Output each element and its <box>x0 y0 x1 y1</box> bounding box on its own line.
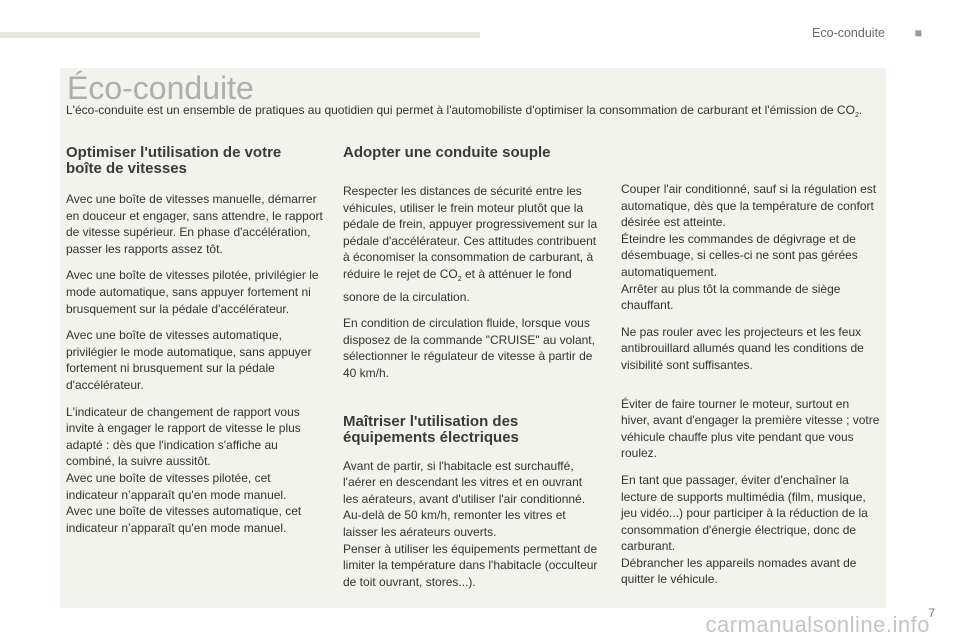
heading-electrical-line2: équipements électriques <box>343 428 519 446</box>
heading-electrical <box>343 414 599 446</box>
heading-gearbox <box>66 145 324 177</box>
paragraph-cruise: En condition de circulation fluide, lorsque vous disposez de la commande "CRUISE" au volant, sélectionner le régulateur de vitesse à partir de 40 km/h. <box>343 316 595 380</box>
paragraph-ventilation: Avant de partir, si l'habitacle est surchauffé, l'aérer en descendant les vitres et en ouvrant les aérateurs, avant d'utiliser l'air conditionné. <box>343 458 586 506</box>
paragraph-passenger: En tant que passager, éviter d'enchaîner la lecture de supports multimédia (film, musique, jeu vidéo...) pour participer à la réduction de la consommation d'énergie électrique, donc de carburant. <box>621 472 868 554</box>
paragraph-windows: Au-delà de 50 km/h, remonter les vitres et laisser les aérateurs ouverts. <box>343 508 566 539</box>
distances-text-end: et à atténuer le fond sonore de la circulation. <box>343 266 572 304</box>
column-electrical <box>621 181 881 588</box>
paragraph-lights: Ne pas rouler avec les projecteurs et les feux antibrouillard allumés quand les conditions de visibilité sont suffisantes. <box>621 324 864 372</box>
heading-gearbox-line2: boîte de vitesses <box>66 160 187 177</box>
intro-paragraph <box>66 102 866 124</box>
section-marker: ■ <box>914 26 922 40</box>
paragraph-seat: Arrêter au plus tôt la commande de siège chauffant. <box>621 281 841 313</box>
paragraph-engine: Éviter de faire tourner le moteur, surtout en hiver, avant d'engager la première vitesse ; votre véhicule chauffe plus vite pendant que vous roulez. <box>621 396 880 461</box>
intro-text: L'éco-conduite est un ensemble de pratiques au quotidien qui permet à l'automobiliste d'optimiser la consommation de carburant et l'émission de CO <box>66 103 855 117</box>
intro-end: . <box>858 103 863 117</box>
page-number: 7 <box>928 606 935 620</box>
watermark: carmanualsonline.info <box>705 612 930 637</box>
paragraph-devices: Débrancher les appareils nomades avant de quitter le véhicule. <box>621 555 857 587</box>
header-bar <box>0 32 480 38</box>
section-title: Eco-conduite <box>812 26 885 40</box>
paragraph-aircon: Couper l'air conditionné, sauf si la régulation est automatique, dès que la température de confort désirée est atteinte. <box>621 182 877 230</box>
distances-subscript: 2 <box>457 275 462 283</box>
column-driving <box>343 145 599 590</box>
page-title: Éco-conduite <box>67 70 254 106</box>
paragraph-indicator-auto: Avec une boîte de vitesses automatique, cet indicateur n’apparaît qu'en mode manuel. <box>66 504 302 535</box>
paragraph-indicator: L'indicateur de changement de rapport vous invite à engager le rapport de vitesse le plus adapté : dès que l'indication s'affiche au combiné, la suivre aussitôt. <box>66 404 301 469</box>
paragraph-piloted: Avec une boîte de vitesses pilotée, privilégier le mode automatique, sans appuyer fortement ni brusquement sur la pédale d'accélérateur. <box>66 268 319 316</box>
paragraph-automatic: Avec une boîte de vitesses automatique, privilégier le mode automatique, sans appuyer fortement ni brusquement sur la pédale d'accélérateur. <box>66 328 312 392</box>
intro-subscript: 2 <box>854 112 859 119</box>
heading-gearbox-line1: Optimiser l'utilisation de votre <box>66 144 282 161</box>
paragraph-distances <box>343 183 599 305</box>
heading-electrical-line1: Maîtriser l'utilisation des <box>343 412 519 430</box>
distances-text: Respecter les distances de sécurité entre les véhicules, utiliser le frein moteur plutôt que la pédale de frein, appuyer progressivement sur la pédale d'accélérateur. Ces attitudes contribuent à économiser la consommation de carburant, à réduire le rejet de CO <box>343 184 598 281</box>
paragraph-defrost: Éteindre les commandes de dégivrage et de désembuage, si celles-ci ne sont pas gérées automatiquement. <box>621 231 858 279</box>
paragraph-sunblind: Penser à utiliser les équipements permettant de limiter la température dans l'habitacle (occulteur de toit ouvrant, stores...). <box>343 541 598 589</box>
heading-driving: Adopter une conduite souple <box>343 144 551 161</box>
paragraph-manual: Avec une boîte de vitesses manuelle, démarrer en douceur et engager, sans attendre, le rapport de vitesse supérieur. En phase d'accélération, passer les rapports assez tôt. <box>66 192 323 256</box>
paragraph-indicator-piloted: Avec une boîte de vitesses pilotée, cet indicateur n’apparaît qu'en mode manuel. <box>66 470 287 502</box>
column-gearbox <box>66 145 324 536</box>
